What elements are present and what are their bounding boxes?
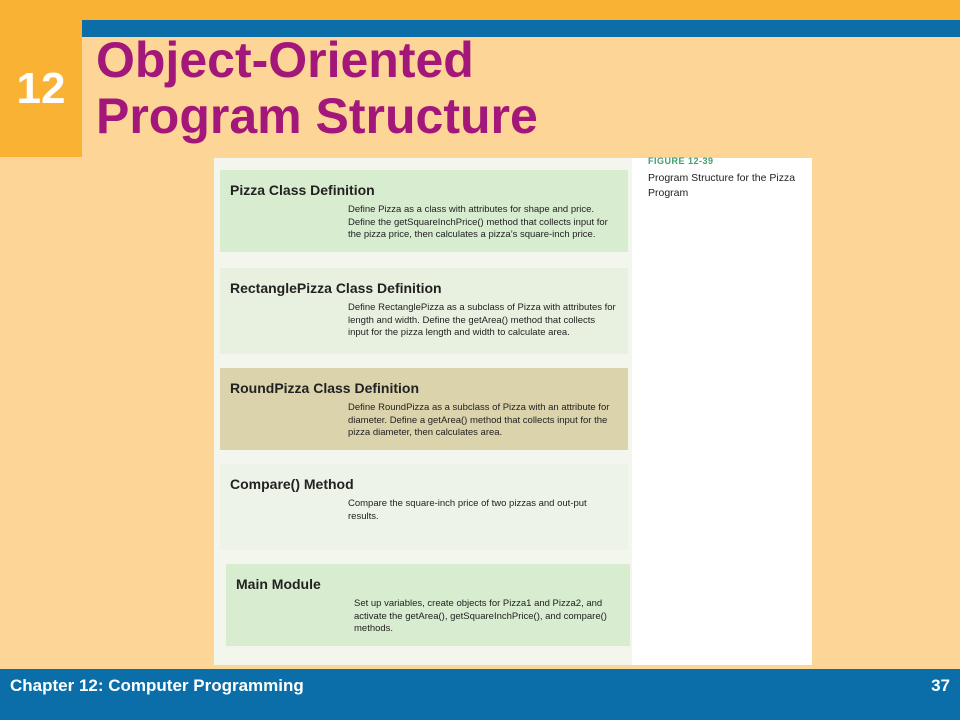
section-text: Define Pizza as a class with attributes for shape and price. Define the getSquareInchPrice() method that collects input for the pizza price, then calculates a pizza’s square-inch price. (348, 204, 608, 240)
slide-title-line2: Program Structure (96, 88, 538, 144)
chapter-number: 12 (16, 63, 66, 113)
page-number: 37 (931, 676, 950, 695)
footer-bar (0, 669, 960, 720)
figure-diagram (214, 158, 632, 665)
chapter-number-box (0, 20, 82, 157)
top-orange-bar (0, 0, 960, 20)
figure-caption (648, 158, 808, 201)
figure-panel (214, 158, 812, 665)
section-compare-method (220, 464, 628, 550)
figure-label: FIGURE 12-39 (648, 156, 714, 166)
section-heading: Pizza Class Definition (230, 182, 375, 198)
section-rectanglepizza-class (220, 268, 628, 354)
footer-chapter-label: Chapter 12: Computer Programming (10, 676, 304, 695)
section-main-module (226, 564, 630, 646)
section-text: Set up variables, create objects for Pizza1 and Pizza2, and activate the getArea(), getSquareInchPrice(), and compare() methods. (354, 598, 607, 634)
section-pizza-class (220, 170, 628, 252)
section-text: Define RectanglePizza as a subclass of Pizza with attributes for length and width. Define the getArea() method that collects input for the pizza length and width to calculate area. (348, 302, 616, 338)
section-text: Define RoundPizza as a subclass of Pizza with an attribute for diameter. Define a getArea() method that collects input for the pizza diameter, then calculates area. (348, 402, 610, 438)
section-text: Compare the square-inch price of two pizzas and out-put results. (348, 498, 587, 522)
section-heading: RoundPizza Class Definition (230, 380, 420, 396)
figure-caption-text: Program Structure for the Pizza Program (648, 172, 796, 199)
section-heading: Main Module (236, 576, 321, 592)
slide-title (96, 32, 696, 144)
section-roundpizza-class (220, 368, 628, 450)
slide-title-line1: Object-Oriented (96, 32, 474, 88)
section-heading: RectanglePizza Class Definition (230, 280, 442, 296)
section-heading: Compare() Method (230, 476, 354, 492)
